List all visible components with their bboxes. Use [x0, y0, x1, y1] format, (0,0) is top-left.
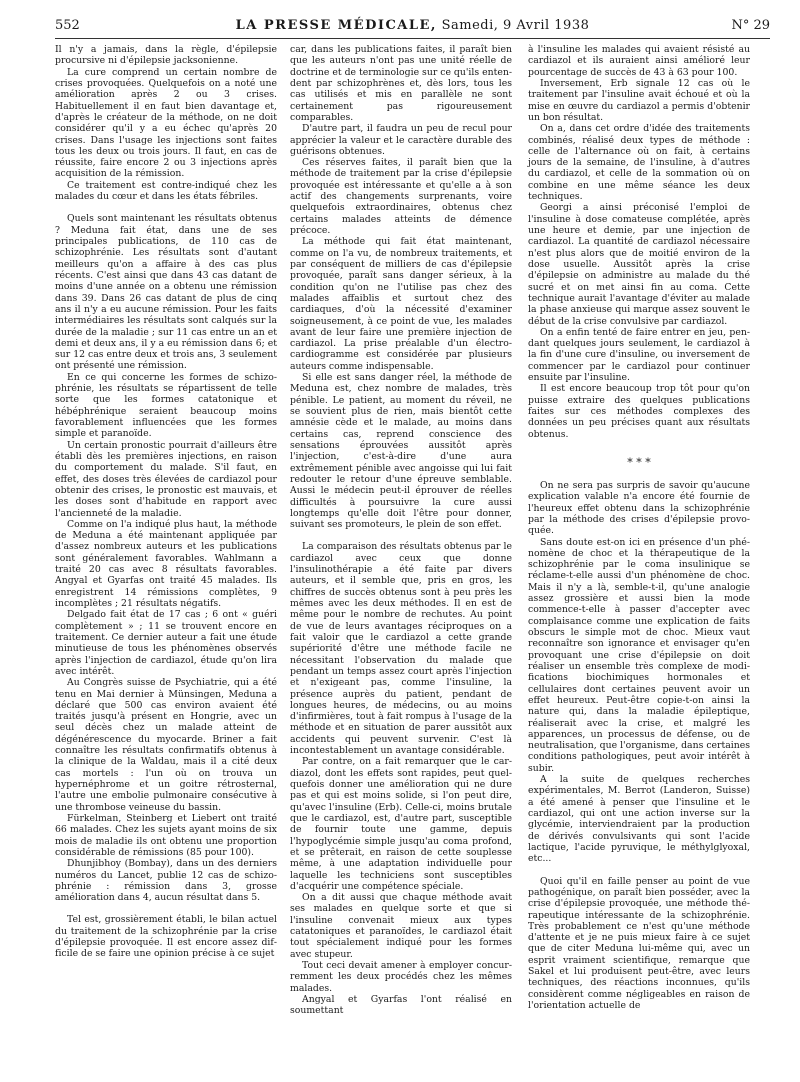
paragraph: Quoi qu'il en faille penser au point de vue pathogénique, on paraît bien posséder, avec la crise d'épilepsie provoquée, une méthode thérapeutique intéressante de la schizophrénie. Très probablement ce n'est qu'une méthode d'attente et je ne puis mieux faire à ce sujet que de citer Meduna lui-même qui, avec un esprit vraiment scientifique, remarque que Sakel et lui produisent peut-être, avec leurs techniques, des réactions inconnues, qu'ils considèrent comme négligeables en raison de l'orientation actuelle de — [528, 875, 750, 1011]
paragraph: Tel est, grossièrement établi, le bilan actuel du traitement de la schizophrénie par la crise d'épilepsie provoquée. Il est encore assez difficile de se faire une opinion précise à ce sujet — [55, 914, 277, 960]
paragraph: Sans doute est-on ici en présence d'un phénomène de choc et la thérapeutique de la schizophrénie par le coma insulinique se réclame-t-elle aussi d'un phénomène de choc. Mais il n'y a là, semble-t-il, qu'une analogie assez grossière et aussi bien la mode commence-t-elle à passer d'accepter avec complaisance comme une explication de faits obscurs le simple mot de choc. Mieux vaut reconnaître son ignorance et envisager qu'en provoquant une crise d'épilepsie on doit réaliser un ensemble très complexe de modifications biochimiques hormonales et cellulaires dont certaines peuvent avoir un effet heureux. Peut-être copie-t-on ainsi la nature qui, dans la maladie épileptique, réaliserait avec la crise, et malgré les apparences, un processus de défense, ou de neutralisation, que l'organisme, dans certaines conditions pathologiques, peut avoir intérêt à subir. — [528, 536, 750, 774]
page-number: 552 — [55, 18, 80, 33]
paragraph: La cure comprend un certain nombre de crises provoquées. Quelquefois on a noté une amélioration après 2 ou 3 crises. Habituellement il en faut bien davantage et, d'après le créateur de la méthode, on ne doit considérer qu'il y a eu échec qu'après 20 crises. Dans l'usage les injections sont faites tous les deux ou trois jours. Il faut, en cas de réussite, faire encore 2 ou 3 injections après acquisition de la rémission. — [55, 66, 277, 180]
paragraph: Fürkelman, Steinberg et Liebert ont traité 66 malades. Chez les sujets ayant moins de six mois de maladie ils ont obtenu une proportion considérable de rémissions (85 pour 100). — [55, 812, 277, 858]
paragraph: Angyal et Gyarfas l'ont réalisé en soumettant — [290, 993, 512, 1017]
paragraph: A la suite de quelques recherches expérimentales, M. Berrot (Landeron, Suisse) a été amené à penser que l'insuline et le cardiazol, qui ont une action inverse sur la glycémie, interviendraient par la production de dérivés convulsivants qui sont l'acide lactique, l'acide pyruvique, le méthylglyoxal, etc... — [528, 774, 750, 865]
column-3 — [528, 44, 750, 1011]
paragraph: Par contre, on a fait remarquer que le cardiazol, dont les effets sont rapides, peut quelquefois donner une amélioration qui ne dure pas et qui est moins solide, si l'on peut dire, qu'avec l'insuline (Erb). Celle-ci, moins brutale que le cardiazol, est, d'autre part, susceptible de fournir toute une gamme, depuis l'hypoglycémie simple jusqu'au coma profond, et se prêterait, en raison de cette souplesse même, à une adaptation individuelle pour laquelle les techniciens sont susceptibles d'acquérir une compétence spéciale. — [290, 756, 512, 892]
issue-number: N° 29 — [731, 18, 770, 33]
paragraph: Il est encore beaucoup trop tôt pour qu'on puisse extraire des quelques publications faites sur ces méthodes complexes des données un peu précises quant aux résultats obtenus. — [528, 383, 750, 440]
page-header — [55, 18, 770, 40]
paragraph: La comparaison des résultats obtenus par le cardiazol avec ceux que donne l'insulinothérapie a été faite par divers auteurs, et il semble que, pris en gros, les chiffres de succès obtenus sont à peu près les mêmes avec les deux méthodes. Il en est de même pour le nombre de rechutes. Au point de vue de leurs avantages réciproques on a fait valoir que le cardiazol a cette grande supériorité d'être une méthode facile ne nécessitant l'observation du malade que pendant un temps assez court après l'injection et n'exigeant pas, comme l'insuline, la présence auprès du patient, pendant de longues heures, de médecins, ou au moins d'infirmières, tout à fait rompus à l'usage de la méthode et en situation de parer aussitôt aux accidents qui peuvent survenir. C'est là incontestablement un avantage considérable. — [290, 541, 512, 757]
paragraph: Il n'y a jamais, dans la règle, d'épilepsie procursive ni d'épilepsie jacksonienne. — [55, 44, 277, 67]
column-1 — [55, 44, 277, 960]
paragraph: Au Congrès suisse de Psychiatrie, qui a été tenu en Mai dernier à Münsingen, Meduna a déclaré que 500 cas environ avaient été traités jusqu'à présent en Hongrie, avec un seul décès chez un malade atteint de dégénérescence du myocarde. Briner a fait connaître les résultats confirmatifs obtenus à la clinique de la Waldau, mais il a cité deux cas mortels : l'un où on trouva un hypernéphrome et un goitre rétrosternal, l'autre une embolie pulmonaire consécutive à une thrombose veineuse du bassin. — [55, 677, 277, 813]
paragraph: La méthode qui fait état maintenant, comme on l'a vu, de nombreux traitements, et par conséquent de milliers de cas d'épilepsie provoquée, paraît sans danger sérieux, à la condition qu'on ne l'utilise pas chez des malades affaiblis et surtout chez des cardiaques, d'où la nécessité d'examiner soigneusement, à ce point de vue, les malades avant de leur faire une première injection de cardiazol. La prise préalable d'un électrocardiogramme est considérée par plusieurs auteurs comme indispensable. — [290, 236, 512, 372]
paragraph: Inversement, Erb signale 12 cas où le traitement par l'insuline avait échoué et où la mise en œuvre du cardiazol a permis d'obtenir un bon résultat. — [528, 77, 750, 123]
paragraph: à l'insuline les malades qui avaient résisté au cardiazol et ils auraient ainsi amélioré leur pourcentage de succès de 43 à 63 pour 100. — [528, 44, 750, 78]
paragraph: Comme on l'a indiqué plus haut, la méthode de Meduna a été maintenant appliquée par d'assez nombreux auteurs et les publications sont généralement favorables. Wahlmann a traité 20 cas avec 8 résultats favorables. Angyal et Gyarfas ont traité 45 malades. Ils enregistrent 14 rémissions complètes, 9 incomplètes ; 21 résultats négatifs. — [55, 518, 277, 609]
paragraph: On a enfin tenté de faire entrer en jeu, pendant quelques jours seulement, le cardiazol à la fin d'une cure d'insuline, ou inversement de commencer par le cardiazol pour continuer ensuite par l'insuline. — [528, 326, 750, 384]
journal-title: LA PRESSE MÉDICALE, — [235, 18, 437, 33]
paragraph: On a, dans cet ordre d'idée des traitements combinés, réalisé deux types de méthode : celle de l'alternance où on fait, à certains jours de la semaine, de l'insuline, à d'autres du cardiazol, et celle de la sommation où on combine en une même séance les deux techniques. — [528, 123, 750, 203]
paragraph: Quels sont maintenant les résultats obtenus ? Meduna fait état, dans une de ses principales publications, de 110 cas de schizophrénie. Les résultats sont d'autant meilleurs qu'on a affaire à des cas plus récents. C'est ainsi que dans 43 cas datant de moins d'une année on a obtenu une rémission dans 39. Dans 26 cas datant de plus de cinq ans il n'y a eu aucune rémission. Pour les faits intermédiaires les résultats sont calqués sur la durée de la maladie ; sur 11 cas entre un an et demi et deux ans, il y a eu rémission dans 6; et sur 12 cas entre deux et trois ans, 3 seulement ont présenté une rémission. — [55, 213, 277, 372]
paragraph: Dhunjibhoy (Bombay), dans un des derniers numéros du Lancet, publie 12 cas de schizophrénie : rémission dans 3, grosse amélioration dans 4, aucun résultat dans 5. — [55, 858, 277, 904]
running-title — [55, 18, 770, 33]
paragraph: car, dans les publications faites, il paraît bien que les auteurs n'ont pas une unité réelle de doctrine et de terminologie sur ce qu'ils entendent par schizophrènes et, dès lors, tous les cas utilisés et mis en parallèle ne sont certainement pas rigoureusement comparables. — [290, 44, 512, 123]
paragraph: Tout ceci devait amener à employer concurremment les deux procédés chez les mêmes malades. — [290, 960, 512, 994]
paragraph: Delgado fait état de 17 cas ; 6 ont « guéri complètement » ; 11 se trouvent encore en traitement. Ce dernier auteur a fait une étude minutieuse de tous les phénomènes observés après l'injection de cardiazol, étude qu'on lira avec intérêt. — [55, 609, 277, 677]
paragraph: On ne sera pas surpris de savoir qu'aucune explication valable n'a encore été fournie de l'heureux effet obtenu dans la schizophrénie par la méthode des crises d'épilepsie provoquée. — [528, 479, 750, 537]
column-2 — [290, 44, 512, 1017]
section-separator: * * * — [627, 455, 651, 469]
paragraph: Ce traitement est contre-indiqué chez les malades du cœur et dans les états fébriles. — [55, 179, 277, 203]
paragraph: D'autre part, il faudra un peu de recul pour apprécier la valeur et le caractère durable des guérisons obtenues. — [290, 123, 512, 157]
header-rule — [55, 38, 770, 39]
paragraph: Georgi a ainsi préconisé l'emploi de l'insuline à dose comateuse complétée, après une heure et demie, par une injection de cardiazol. La quantité de cardiazol nécessaire n'est plus alors que de moitié environ de la dose usuelle. Aussitôt après la crise d'épilepsie on administre au malade du thé sucré et on met ainsi fin au coma. Cette technique aurait l'avantage d'éviter au malade la phase anxieuse qui marque assez souvent le début de la crise convulsive par cardiazol. — [528, 202, 750, 327]
paragraph: Ces réserves faites, il paraît bien que la méthode de traitement par la crise d'épilepsie provoquée est intéressante et qu'elle a à son actif des changements surprenants, voire quelquefois extraordinaires, obtenus chez certains malades atteints de démence précoce. — [290, 157, 512, 236]
issue-date: Samedi, 9 Avril 1938 — [441, 18, 590, 33]
paragraph: En ce qui concerne les formes de schizophrénie, les résultats se répartissent de telle sorte que les formes catatonique et hébéphrénique seraient beaucoup moins favorablement influencées que les formes simple et paranoïde. — [55, 371, 277, 440]
paragraph: Un certain pronostic pourrait d'ailleurs être établi dès les premières injections, en raison du comportement du malade. S'il faut, en effet, des doses très élevées de cardiazol pour obtenir des crises, le pronostic est mauvais, et les doses sont d'habitude en rapport avec l'ancienneté de la maladie. — [55, 439, 277, 519]
paragraph: On a dit aussi que chaque méthode avait ses malades en quelque sorte et que si l'insuline convenait mieux aux types catatoniques et paranoïdes, le cardiazol était tout spécialement indiqué pour les formes avec stupeur. — [290, 892, 512, 960]
paragraph: Si elle est sans danger réel, la méthode de Meduna est, chez nombre de malades, très pénible. Le patient, au moment du réveil, ne se souvient plus de rien, mais bientôt cette amnésie cède et le malade, au moins dans certains cas, reprend conscience des sensations éprouvées aussitôt après l'injection, c'est-à-dire d'une aura extrêmement pénible avec angoisse qui lui fait redouter le retour d'une épreuve semblable. Aussi le médecin peut-il éprouver de réelles difficultés à poursuivre la cure aussi longtemps qu'elle doit l'être pour donner, suivant ses promoteurs, le plein de son effet. — [290, 372, 512, 531]
